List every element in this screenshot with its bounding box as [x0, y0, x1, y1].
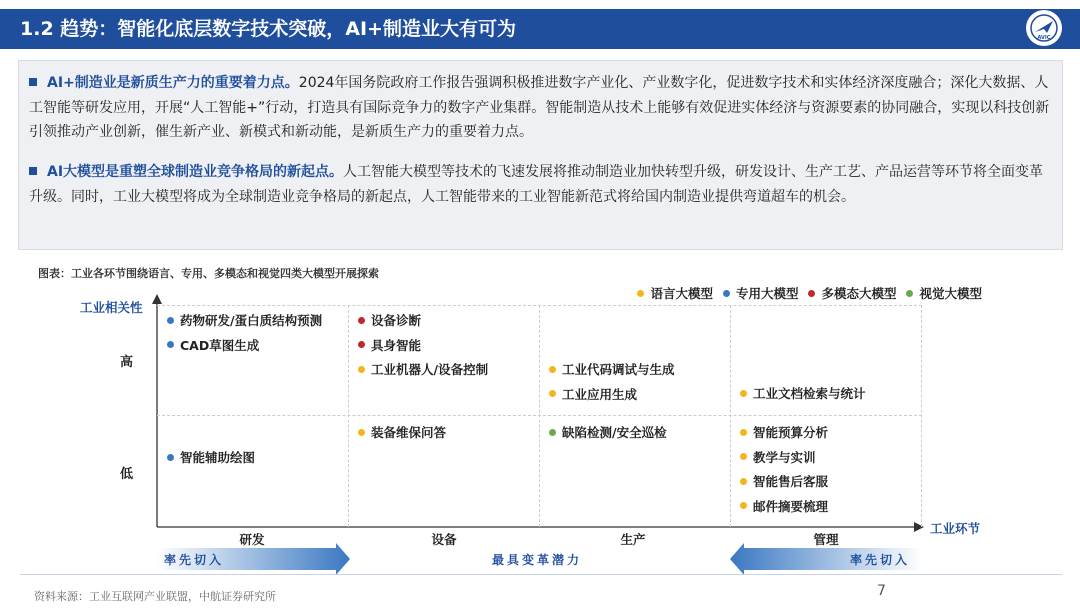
paragraph-1-text: 2024年国务院政府工作报告强调积极推进数字产业化、产业数字化，促进数字技术和实体经济深度融合；深化大数据、人工智能等研发应用，开展“人工智能+”行动，打造具有国际竞争力的数字产业集群。智能制造从技术上能够有效促进实体经济与资源要素的协同融合，实现以科技创新引领推动产业创新，催生新产业、新模式和新动能，是新质生产力的重要着力点。	[29, 75, 1050, 140]
arrow-label-right: 率先切入	[850, 553, 911, 567]
page-title: 1.2 趋势：智能化底层数字技术突破，AI+制造业大有可为	[20, 18, 516, 40]
legend-label: 语言大模型	[650, 286, 713, 301]
source-note: 资料来源：工业互联网产业联盟，中航证券研究所	[34, 590, 276, 603]
legend-label: 多模态大模型	[821, 286, 897, 301]
logo-text: AVIC	[1037, 35, 1051, 41]
item-label: CAD草图生成	[180, 337, 260, 353]
item-label: 设备诊断	[371, 313, 422, 329]
legend-label: 专用大模型	[735, 286, 799, 301]
column-label-rnd: 研发	[239, 532, 265, 547]
paragraph-1-highlight: AI+制造业是新质生产力的重要着力点。	[47, 75, 299, 91]
y-axis-title: 工业相关性	[80, 300, 143, 315]
arrow-label-center: 最具变革潜力	[492, 553, 583, 567]
item-label: 工业机器人/设备控制	[371, 362, 489, 378]
item-label: 工业代码调试与生成	[562, 362, 675, 378]
column-label-equipment: 设备	[431, 532, 457, 547]
item-label: 具身智能	[371, 337, 422, 353]
item-label: 智能辅助绘图	[180, 450, 256, 466]
item-label: 装备维保问答	[371, 425, 447, 441]
item-label: 药物研发/蛋白质结构预测	[180, 313, 323, 329]
paragraph-2-highlight: AI大模型是重塑全球制造业竞争格局的新起点。	[47, 164, 344, 180]
column-label-production: 生产	[620, 532, 646, 547]
chart-caption: 图表：工业各环节围绕语言、专用、多模态和视觉四类大模型开展探索	[38, 267, 379, 280]
item-label: 工业应用生成	[562, 386, 638, 402]
footer-divider	[20, 574, 1062, 575]
paragraph-2-text: 人工智能大模型等技术的飞速发展将推动制造业加快转型升级，研发设计、生产工艺、产品运营等环节将全面变革升级。同时，工业大模型将成为全球制造业竞争格局的新起点，人工智能带来的工业智能新范式将给国内制造业提供弯道超车的机会。	[29, 164, 1044, 205]
item-label: 智能预算分析	[753, 425, 829, 441]
x-axis-title: 工业环节	[930, 521, 981, 536]
row-label-high: 高	[120, 355, 134, 370]
item-label: 邮件摘要梳理	[753, 498, 829, 514]
row-label-low: 低	[120, 467, 134, 482]
page-number: 7	[877, 583, 886, 599]
item-label: 缺陷检测/安全巡检	[562, 425, 667, 441]
item-label: 工业文档检索与统计	[753, 386, 866, 402]
item-label: 智能售后客服	[753, 474, 829, 490]
arrow-label-left: 率先切入	[164, 553, 225, 567]
item-label: 教学与实训	[753, 449, 816, 465]
column-label-management: 管理	[813, 532, 839, 547]
legend-label: 视觉大模型	[919, 286, 982, 301]
